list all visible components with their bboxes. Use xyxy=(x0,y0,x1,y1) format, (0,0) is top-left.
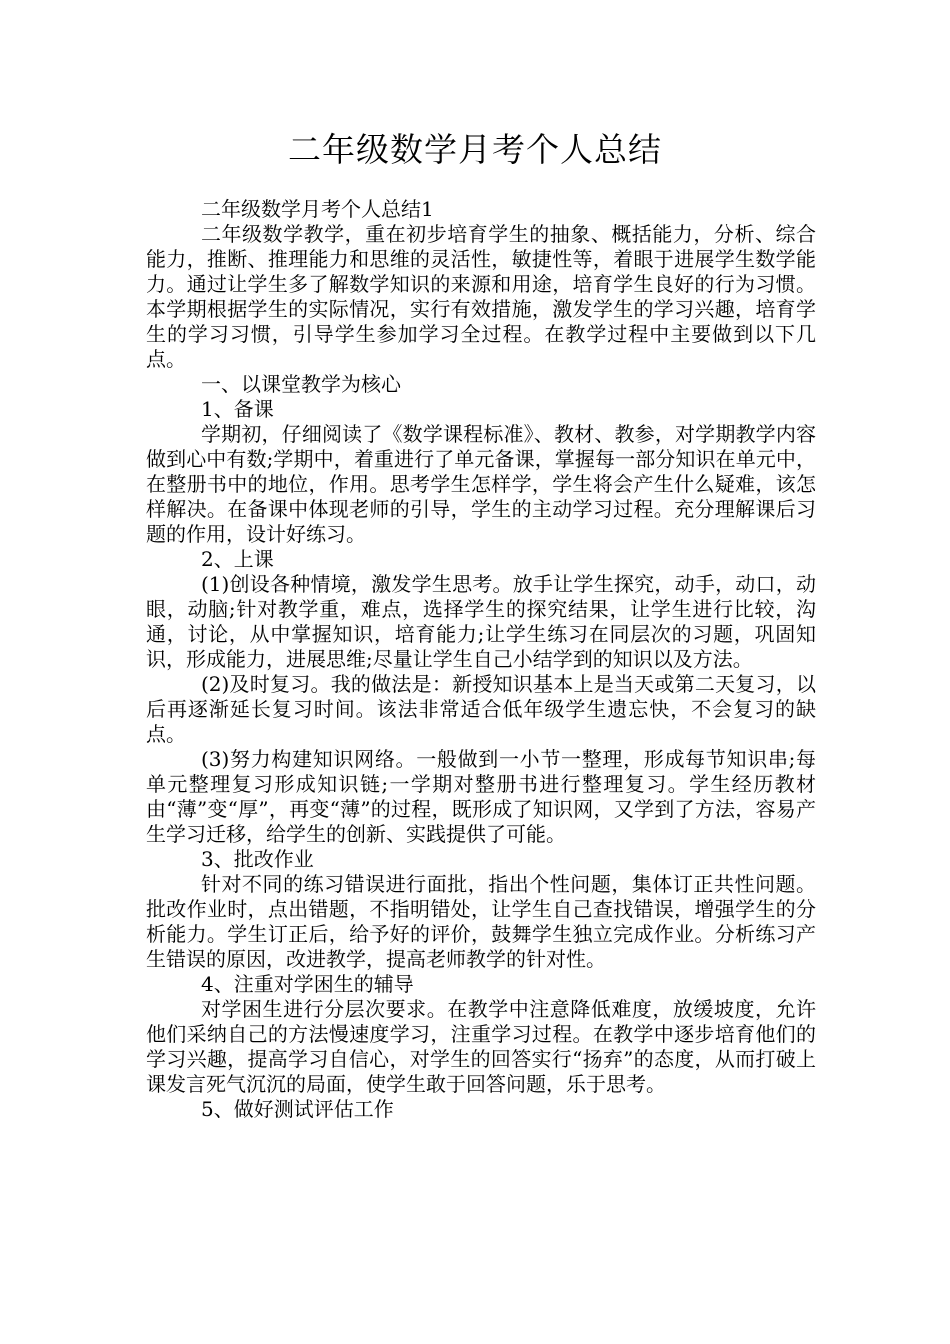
body-paragraph: 学期初，仔细阅读了《数学课程标准》、教材、教参，对学期教学内容做到心中有数;学期中，着重进行了单元备课，掌握每一部分知识在单元中，在整册书中的地位，作用。思考学生怎样学，学生将会产生什么疑难，该怎样解决。在备课中体现老师的引导，学生的主动学习过程。充分理解课后习题的作用，设计好练习。 xyxy=(146,422,816,546)
section-heading: 一、以课堂教学为核心 xyxy=(201,372,401,396)
body-paragraph: 针对不同的练习错误进行面批，指出个性问题，集体订正共性问题。批改作业时，点出错题，不指明错处，让学生自己查找错误，增强学生的分析能力。学生订正后，给予好的评价，鼓舞学生独立完成作业。分析练习产生错误的原因，改进教学，提高老师教学的针对性。 xyxy=(146,872,816,971)
body-paragraph: (2)及时复习。我的做法是：新授知识基本上是当天或第二天复习，以后再逐渐延长复习时间。该法非常适合低年级学生遗忘快，不会复习的缺点。 xyxy=(146,672,816,746)
body-paragraph: (3)努力构建知识网络。一般做到一小节一整理，形成每节知识串;每单元整理复习形成知识链;一学期对整册书进行整理复习。学生经历教材由“薄”变“厚”，再变“薄”的过程，既形成了知识网，又学到了方法，容易产生学习迁移，给学生的创新、实践提供了可能。 xyxy=(146,747,816,846)
section-heading: 二年级数学月考个人总结1 xyxy=(201,197,434,221)
intro-paragraph: 二年级数学教学，重在初步培育学生的抽象、概括能力，分析、综合能力，推断、推理能力和思维的灵活性，敏捷性等，着眼于进展学生数学能力。通过让学生多了解数学知识的来源和用途，培育学生良好的行为习惯。本学期根据学生的实际情况，实行有效措施，激发学生的学习兴趣，培育学生的学习习惯，引导学生参加学习全过程。在教学过程中主要做到以下几点。 xyxy=(146,222,816,371)
document-body xyxy=(146,197,816,1122)
body-paragraph: (1)创设各种情境，激发学生思考。放手让学生探究，动手，动口，动眼，动脑;针对教学重，难点，选择学生的探究结果，让学生进行比较，沟通，讨论，从中掌握知识，培育能力;让学生练习在同层次的习题，巩固知识，形成能力，进展思维;尽量让学生自己小结学到的知识以及方法。 xyxy=(146,572,816,671)
subsection-heading: 5、做好测试评估工作 xyxy=(201,1097,394,1121)
body-paragraph: 对学困生进行分层次要求。在教学中注意降低难度，放缓坡度，允许他们采纳自己的方法慢速度学习，注重学习过程。在教学中逐步培育他们的学习兴趣，提高学习自信心，对学生的回答实行“扬弃”的态度，从而打破上课发言死气沉沉的局面，使学生敢于回答问题，乐于思考。 xyxy=(146,997,816,1096)
subsection-heading: 3、批改作业 xyxy=(201,847,314,871)
document-title: 二年级数学月考个人总结 xyxy=(288,130,662,169)
subsection-heading: 2、上课 xyxy=(201,547,274,571)
subsection-heading: 4、注重对学困生的辅导 xyxy=(201,972,414,996)
subsection-heading: 1、备课 xyxy=(201,397,274,421)
